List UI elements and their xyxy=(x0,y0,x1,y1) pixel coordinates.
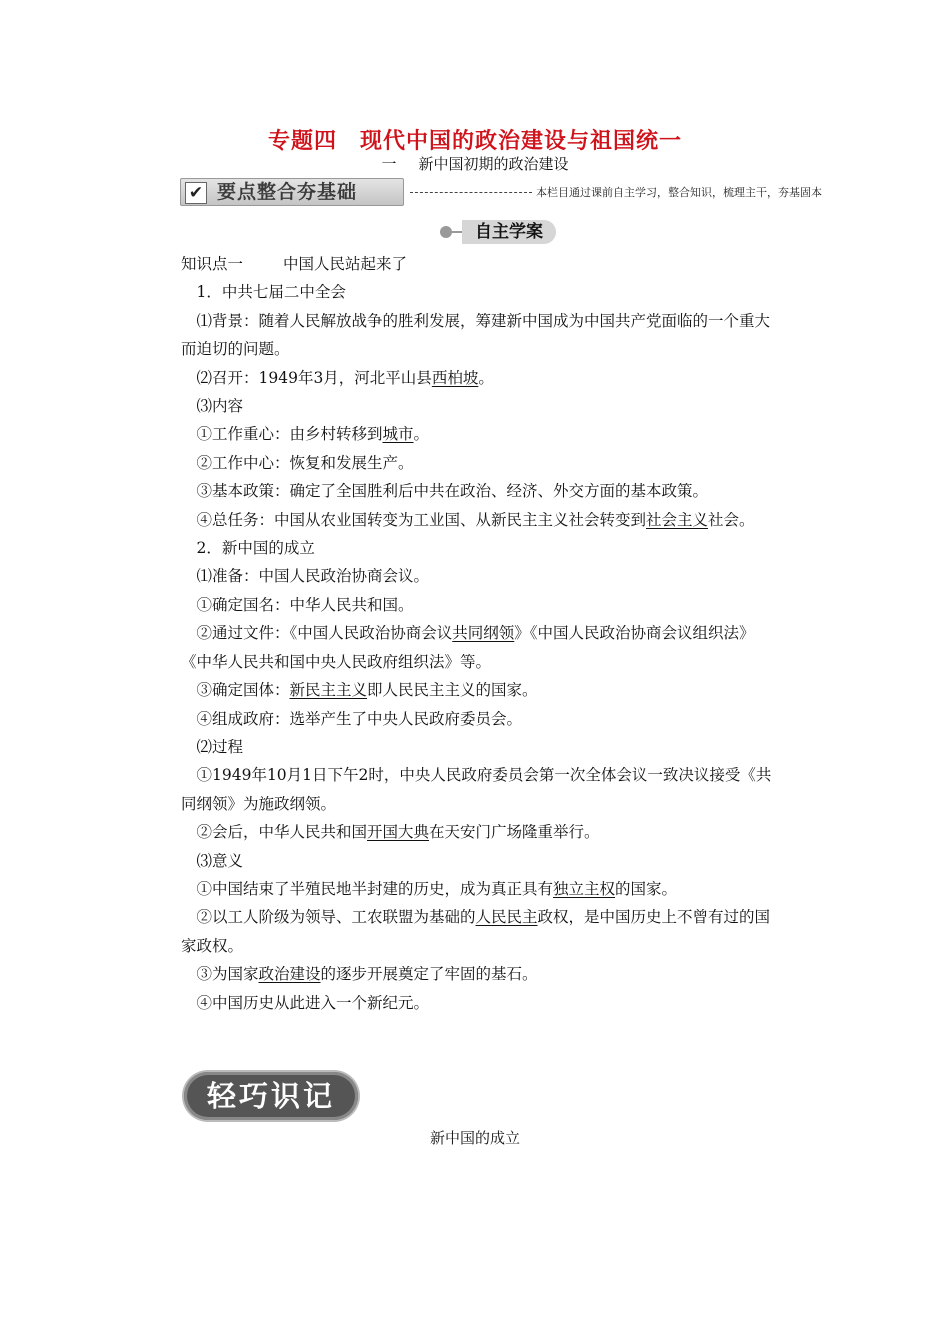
lesson-number: 一 xyxy=(381,155,397,173)
section-heading: 1．中共七届二中全会 xyxy=(196,283,346,302)
knowledge-label: 知识点一 xyxy=(181,255,244,273)
check-icon: ✔ xyxy=(185,182,207,204)
fill-in-answer: 城市 xyxy=(382,425,414,444)
list-item: ②以工人阶级为领导、工农联盟为基础的人民民主政权，是中国历史上不曾有过的国 xyxy=(196,908,771,927)
page-title: 专题四 现代中国的政治建设与祖国统一 xyxy=(267,129,682,154)
fill-in-answer: 开国大典 xyxy=(367,823,430,842)
fill-in-answer: 独立主权 xyxy=(553,879,616,898)
list-item: ①1949年10月1日下午2时，中央人民政府委员会第一次全体会议一致决议接受《共 xyxy=(196,766,772,785)
paragraph: 而迫切的问题。 xyxy=(181,340,290,359)
list-item: ②工作中心：恢复和发展生产。 xyxy=(196,453,414,472)
knowledge-point-heading xyxy=(181,250,821,278)
subheading: ⑵过程 xyxy=(196,737,244,756)
subheading: ⑴准备：中国人民政治协商会议。 xyxy=(196,567,430,586)
list-item: ①中国结束了半殖民地半封建的历史，成为真正具有独立主权的国家。 xyxy=(196,879,678,898)
list-item: ④中国历史从此进入一个新纪元。 xyxy=(196,993,430,1012)
self-study-tag xyxy=(440,220,558,244)
banner-divider xyxy=(410,192,532,193)
paragraph: 同纲领》为施政纲领。 xyxy=(181,794,337,813)
banner-note: 本栏目通过课前自主学习，整合知识，梳理主干，夯基固本 xyxy=(536,186,822,199)
fill-in-answer: 共同纲领 xyxy=(452,624,515,643)
fill-in-answer: 西柏坡 xyxy=(431,368,479,387)
knowledge-title: 中国人民站起来了 xyxy=(283,255,408,273)
list-item: ①工作重心：由乡村转移到城市。 xyxy=(196,425,430,444)
banner-label: 要点整合夯基础 xyxy=(217,181,358,203)
list-item: ③为国家政治建设的逐步开展奠定了牢固的基石。 xyxy=(196,965,538,984)
fill-in-answer: 新民主主义 xyxy=(289,681,368,700)
list-item: ①确定国名：中华人民共和国。 xyxy=(196,595,414,614)
section-banner xyxy=(180,178,852,206)
main-content xyxy=(181,250,821,1017)
list-item: ②通过文件：《中国人民政治协商会议共同纲领》《中国人民政治协商会议组织法》 xyxy=(196,624,755,643)
paragraph: 家政权。 xyxy=(181,936,244,955)
fill-in-answer: 人民民主 xyxy=(475,908,538,927)
fill-in-answer: 社会主义 xyxy=(646,510,709,529)
lesson-title: 新中国初期的政治建设 xyxy=(418,155,569,173)
list-item: ③确定国体：新民主主义即人民民主主义的国家。 xyxy=(196,681,538,700)
banner-box xyxy=(180,178,404,206)
subheading: ⑶内容 xyxy=(196,397,244,416)
list-item: ③基本政策：确定了全国胜利后中共在政治、经济、外交方面的基本政策。 xyxy=(196,482,709,501)
list-item: ②会后，中华人民共和国开国大典在天安门广场隆重举行。 xyxy=(196,823,600,842)
list-item: ④总任务：中国从农业国转变为工业国、从新民主主义社会转变到社会主义社会。 xyxy=(196,510,755,529)
paragraph: ⑴背景：随着人民解放战争的胜利发展，筹建新中国成为中国共产党面临的一个重大 xyxy=(196,311,771,330)
subheading: ⑶意义 xyxy=(196,851,244,870)
paragraph: ⑵召开：1949年3月，河北平山县西柏坡。 xyxy=(196,368,494,387)
memory-caption: 新中国的成立 xyxy=(429,1129,520,1147)
fill-in-answer: 政治建设 xyxy=(258,965,321,984)
lesson-subtitle xyxy=(0,153,950,174)
list-item: ④组成政府：选举产生了中央人民政府委员会。 xyxy=(196,709,523,728)
self-study-label: 自主学案 xyxy=(462,220,556,244)
paragraph: 《中华人民共和国中央人民政府组织法》等。 xyxy=(181,652,492,671)
memory-tip-badge: 轻巧识记 xyxy=(184,1072,358,1120)
section-heading: 2．新中国的成立 xyxy=(196,539,315,558)
